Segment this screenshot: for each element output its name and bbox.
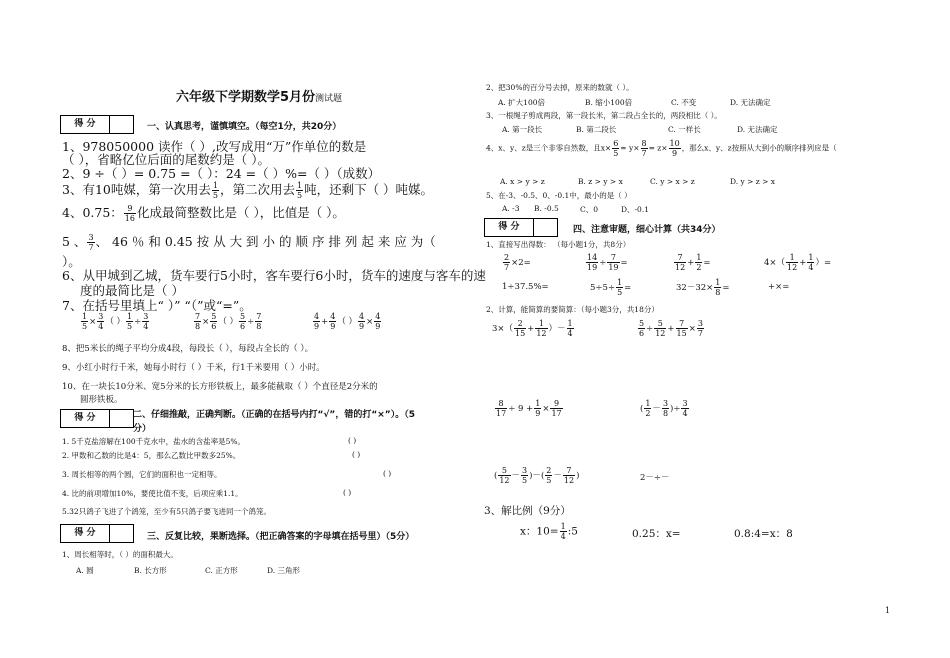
s4-p1-heading: 1、直接写出得数： （每小题1分，共8分） xyxy=(486,240,631,249)
s2-item-5: 5.32只鸽子飞进了个鸽笼，至少有5只鸽子要飞进同一个鸽笼。 xyxy=(62,507,271,516)
score-box-1: 得 分 xyxy=(60,115,134,134)
s1-q10b: 圆形铁板。 xyxy=(80,395,123,405)
s1-q1a: 1、978050000 读作（ ）,改写成用“万”作单位的数是 xyxy=(62,139,367,154)
s4-p3-e1: x：10= $\frac{1}{4}$ :5 xyxy=(520,522,578,541)
s3-q5-opt-d: D、-0.1 xyxy=(621,205,649,214)
s4-p2-e4: ( $\frac{1}{2}$ － $\frac{3}{8}$ )÷ $\frac{3}{4}$ xyxy=(640,399,688,418)
exam-title: 六年级下学期数学5月份测试题 xyxy=(176,90,343,105)
s4-p1-e6: 5÷5÷ $\frac{1}{5}$ = xyxy=(590,278,632,297)
s3-q5: 5、在-3、-0.5、0、-0.1中，最小的是（ ） xyxy=(486,191,632,200)
s3-q1-opt-a: A. 圆 xyxy=(76,566,94,575)
s2-paren-1: ( ) xyxy=(348,436,357,445)
score-box-2: 得 分 xyxy=(60,409,134,428)
s1-q9: 9、小红小时行千米，她每小时行（ ）千米，行1千米要用（ ）小时。 xyxy=(62,363,325,373)
s3-q3-opt-b: B. 第二段长 xyxy=(576,125,617,134)
s3-q2-opt-c: C. 不变 xyxy=(671,98,697,107)
s3-q3-opt-a: A. 第一段长 xyxy=(502,125,543,134)
s2-item-4: 4. 比的前项增加10%，要使比值不变，后项应乘1.1。 xyxy=(62,489,243,498)
s3-q3: 3、一根绳子剪成两段，第一段长米，第二段占全长的，两段相比（ ）。 xyxy=(486,111,722,120)
s1-q7-item-3: $\frac{4}{9}$ + $\frac{4}{9}$ （ ） $\frac{4}{9}$ × $\frac{4}{9}$ xyxy=(314,312,381,331)
s1-q10a: 10、在一块长10分米、宽5分米的长方形铁板上，最多能截取（ ）个直径是2分米的 xyxy=(62,382,378,392)
s4-p1-e5: 1÷37.5%= xyxy=(502,282,549,292)
s2-item-1: 1. 5千克盐溶解在100千克水中，盐水的含盐率是5%。 xyxy=(62,437,246,446)
s3-q1: 1、周长相等时，（ ）的面积最大。 xyxy=(62,550,178,559)
s3-q4-opt-b: B. z > y > x xyxy=(578,177,623,186)
s1-q2: 2、9 ÷（ ）= 0.75 =（ ）：24 =（ ）%=（ ）（成数） xyxy=(62,166,381,181)
s2-item-3: 3. 周长相等的两个圆，它们的面积也一定相等。 xyxy=(62,470,222,479)
s4-p3-e3: 0.8:4=x：8 xyxy=(734,528,793,540)
s3-q3-opt-c: C. 一样长 xyxy=(668,125,701,134)
s3-q1-opt-d: D. 三角形 xyxy=(267,566,301,575)
s3-q2-opt-b: B. 缩小100倍 xyxy=(585,98,633,107)
s4-p1-e4: 4×（ $\frac{1}{12}$ + $\frac{1}{4}$ ）= xyxy=(764,253,832,272)
s4-p2-e3: $\frac{8}{17}$ ÷ 9 + $\frac{1}{9}$ × $\frac{9}{17}$ xyxy=(496,399,562,418)
s3-q2-opt-a: A. 扩大100倍 xyxy=(498,98,545,107)
s4-p2-heading: 2、计算，能简算的要简算：（每小题3分，共18分） xyxy=(486,305,659,314)
s2-paren-3: ( ) xyxy=(383,469,392,478)
s1-q8: 8、把5米长的绳子平均分成4段，每段长（ ），每段占全长的（ ）。 xyxy=(62,344,314,354)
s4-p1-e3: $\frac{7}{12}$ + $\frac{1}{2}$ = xyxy=(675,253,711,272)
s4-p2-e5: ( $\frac{5}{12}$ － $\frac{3}{5}$ )－( $\frac{2}{5}$ － $\frac{7}{12}$ ) xyxy=(494,466,580,485)
s1-q7-item-1: $\frac{1}{5}$ × $\frac{3}{4}$ （ ） $\frac{1}{5}$ ÷ $\frac{3}{4}$ xyxy=(82,312,149,331)
s3-q5-opt-c: C、0 xyxy=(580,205,599,214)
s1-q5: 5 、 $\frac{3}{7}$ 、 46 ％ 和 0.45 按 从 大 到 小 的 顺 序 排 列 起 来 应 为（ xyxy=(62,233,436,252)
score-box-3: 得 分 xyxy=(60,524,134,543)
s4-p2-e1: 3×（ $\frac{2}{15}$ + $\frac{1}{12}$ ）－ $\frac{1}{4}$ xyxy=(492,319,573,338)
s4-p2-e6: 2－÷－ xyxy=(640,473,670,483)
s4-p1-e2: $\frac{14}{19}$ ÷ $\frac{7}{19}$ = xyxy=(587,253,628,272)
s4-p1-e8: +×= xyxy=(768,282,790,292)
s1-q6a: 6、从甲城到乙城，货车要行5小时，客车要行6小时，货车的速度与客车的速 xyxy=(62,268,486,283)
section2-heading-end: 分） xyxy=(133,424,152,434)
s1-q6b: 度的最简比是（ ） xyxy=(80,283,184,298)
s3-q5-opt-a: A. -3 xyxy=(502,204,520,213)
s4-p3-heading: 3、解比例（9分） xyxy=(484,505,571,517)
section2-heading: 二、仔细推敲，正确判断。（正确的在括号内打“√”，错的打“×”）。（5 xyxy=(133,410,415,420)
section3-heading: 三、反复比较，果断选择。（把正确答案的字母填在括号里）（5分） xyxy=(147,532,415,542)
s3-q1-opt-b: B. 长方形 xyxy=(134,566,167,575)
s3-q4: 4、x、y、z是三个非零自然数，且x× $\frac{6}{5}$ = y× $\frac{8}{7}$ = z× $\frac{10}{9}$ ，那么x、y、z按照从大到小的顺序排列应是（ xyxy=(486,139,837,158)
s1-q7: 7、在括号里填上“ ）” “（”或“=”。 xyxy=(62,298,252,313)
s2-paren-4: ( ) xyxy=(343,488,352,497)
s4-p2-e2: $\frac{5}{6}$ ÷ $\frac{5}{12}$ + $\frac{7}{15}$ × $\frac{3}{7}$ xyxy=(639,319,703,338)
section1-heading: 一、认真思考，谨慎填空。（每空1分，共20分） xyxy=(147,122,342,132)
s4-p1-e1: $\frac{2}{7}$ ×2= xyxy=(504,253,531,272)
s3-q5-opt-b: B. -0.5 xyxy=(534,204,559,213)
s1-q5-end: ）。 xyxy=(62,254,81,269)
s3-q4-opt-d: D. y > z > x xyxy=(730,177,776,186)
s3-q4-opt-c: C. y > x > z xyxy=(650,177,695,186)
section4-heading: 四、注意审题，细心计算（共34分） xyxy=(573,225,721,235)
s3-q1-opt-c: C. 正方形 xyxy=(205,566,238,575)
s3-q3-opt-d: D. 无法确定 xyxy=(737,125,778,134)
s3-q2: 2、把30%的百分号去掉，原来的数就（ ）。 xyxy=(486,83,634,92)
s3-q4-opt-a: A. x > y > z xyxy=(500,177,545,186)
page-number: 1 xyxy=(885,606,891,615)
s1-q1b: （ ），省略亿位后面的尾数约是（ ）。 xyxy=(62,152,270,167)
s4-p3-e2: 0.25：x= xyxy=(632,528,681,540)
s3-q2-opt-d: D. 无法确定 xyxy=(730,98,771,107)
s2-paren-2: ( ) xyxy=(352,450,361,459)
s4-p1-e7: 32－32× $\frac{1}{8}$ = xyxy=(676,278,730,297)
score-box-4: 得 分 xyxy=(484,218,558,237)
s1-q7-item-2: $\frac{7}{8}$ × $\frac{5}{6}$ （ ） $\frac{5}{6}$ ÷ $\frac{7}{8}$ xyxy=(195,312,262,331)
s1-q3: 3、有10吨媒，第一次用去 $\frac{1}{5}$ ，第二次用去 $\frac{1}{5}$ 吨，还剩下（ ）吨媒。 xyxy=(62,181,434,200)
s2-item-2: 2. 甲数和乙数的比是4：5，那么乙数比甲数多25%。 xyxy=(62,451,241,460)
s1-q4: 4、0.75： $\frac{9}{16}$ 化成最简整数比是（ ），比值是（ ）。 xyxy=(62,204,345,223)
